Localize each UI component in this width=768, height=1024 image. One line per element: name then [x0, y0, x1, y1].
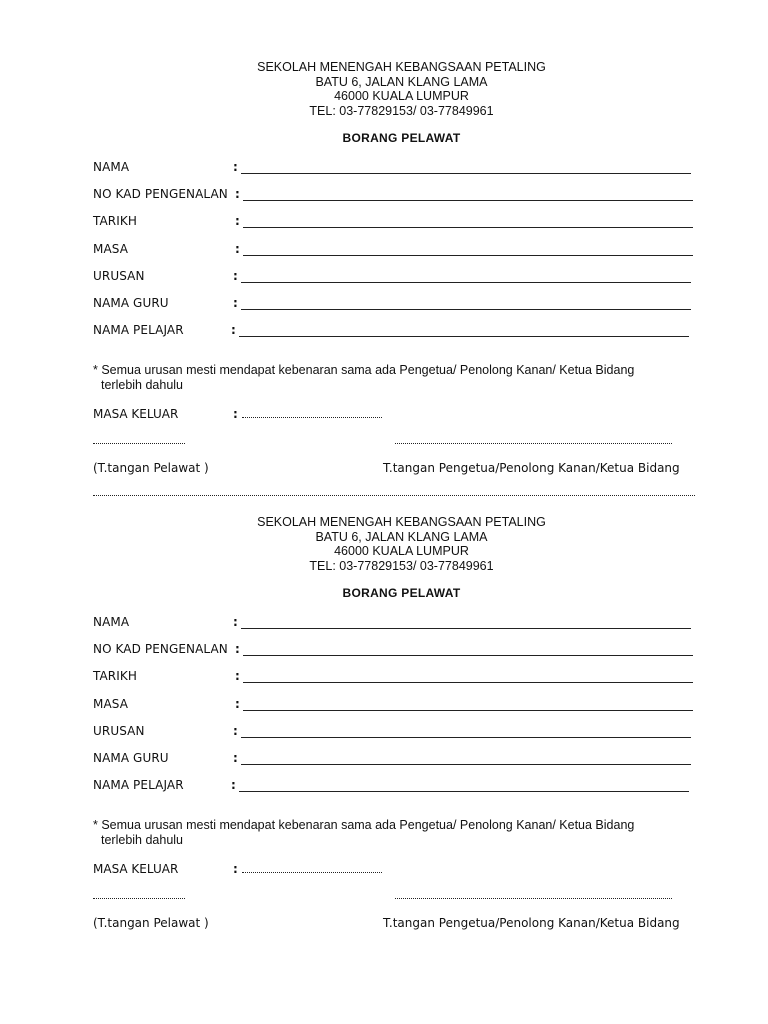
field-nama-guru[interactable]	[93, 296, 695, 314]
visitor-form-1	[0, 60, 768, 475]
field-label: NO KAD PENGENALAN	[93, 187, 228, 201]
field-urusan[interactable]	[93, 724, 695, 742]
field-colon: :	[235, 697, 240, 711]
field-colon: :	[235, 187, 240, 201]
masa-keluar-label: MASA KELUAR	[93, 407, 179, 421]
admin-signature-line[interactable]	[395, 443, 672, 444]
school-address-line1: BATU 6, JALAN KLANG LAMA	[315, 74, 488, 89]
field-tarikh[interactable]	[93, 669, 695, 687]
field-nama[interactable]	[93, 160, 695, 178]
field-label: NAMA GURU	[93, 296, 169, 310]
field-urusan[interactable]	[93, 269, 695, 287]
field-label: URUSAN	[93, 269, 145, 283]
field-underline[interactable]	[243, 255, 693, 256]
field-colon: :	[233, 615, 238, 629]
masa-keluar-colon: :	[233, 407, 238, 421]
visitor-form-2	[0, 515, 768, 930]
field-nama[interactable]	[93, 615, 695, 633]
field-underline[interactable]	[241, 309, 691, 310]
school-address-line1: BATU 6, JALAN KLANG LAMA	[315, 529, 488, 544]
approval-note-line1: * Semua urusan mesti mendapat kebenaran sama ada Pengetua/ Penolong Kanan/ Ketua Bidang	[93, 363, 635, 377]
field-underline[interactable]	[243, 710, 693, 711]
masa-keluar-colon: :	[233, 862, 238, 876]
approval-note-line2: terlebih dahulu	[101, 832, 184, 847]
school-address-line2: 46000 KUALA LUMPUR	[334, 544, 469, 558]
field-underline[interactable]	[243, 200, 693, 201]
school-address-line2: 46000 KUALA LUMPUR	[334, 89, 469, 103]
field-underline[interactable]	[241, 173, 691, 174]
field-label: URUSAN	[93, 724, 145, 738]
field-colon: :	[233, 296, 238, 310]
field-colon: :	[235, 669, 240, 683]
field-nama-guru[interactable]	[93, 751, 695, 769]
field-label: TARIKH	[93, 214, 137, 228]
field-no-kad-pengenalan[interactable]	[93, 642, 695, 660]
field-label: NO KAD PENGENALAN	[93, 642, 228, 656]
cut-separator	[93, 495, 695, 496]
field-masa[interactable]	[93, 242, 695, 260]
field-colon: :	[233, 724, 238, 738]
visitor-signature-label: (T.tangan Pelawat )	[93, 916, 209, 930]
visitor-signature-label: (T.tangan Pelawat )	[93, 461, 209, 475]
field-underline[interactable]	[241, 737, 691, 738]
school-telephone: TEL: 03-77829153/ 03-77849961	[309, 103, 494, 118]
field-label: MASA	[93, 242, 129, 256]
field-tarikh[interactable]	[93, 214, 695, 232]
field-underline[interactable]	[243, 655, 693, 656]
field-label: NAMA	[93, 160, 130, 174]
form-title: BORANG PELAWAT	[342, 131, 461, 145]
field-colon: :	[231, 778, 236, 792]
field-colon: :	[233, 269, 238, 283]
field-colon: :	[235, 642, 240, 656]
field-label: NAMA	[93, 615, 130, 629]
field-masa[interactable]	[93, 697, 695, 715]
field-underline[interactable]	[241, 282, 691, 283]
admin-signature-line[interactable]	[395, 898, 672, 899]
field-nama-pelajar[interactable]	[93, 778, 695, 796]
field-underline[interactable]	[241, 628, 691, 629]
admin-signature-label: T.tangan Pengetua/Penolong Kanan/Ketua Bidang	[383, 461, 680, 475]
field-colon: :	[235, 214, 240, 228]
field-underline[interactable]	[239, 336, 689, 337]
school-header	[35, 60, 768, 118]
masa-keluar-input[interactable]	[242, 872, 382, 873]
field-label: MASA	[93, 697, 129, 711]
field-underline[interactable]	[243, 227, 693, 228]
field-label: NAMA PELAJAR	[93, 323, 184, 337]
field-underline[interactable]	[243, 682, 693, 683]
masa-keluar-label: MASA KELUAR	[93, 862, 179, 876]
school-name: SEKOLAH MENENGAH KEBANGSAAN PETALING	[257, 515, 546, 529]
admin-signature-label: T.tangan Pengetua/Penolong Kanan/Ketua Bidang	[383, 916, 680, 930]
approval-note-line1: * Semua urusan mesti mendapat kebenaran sama ada Pengetua/ Penolong Kanan/ Ketua Bidang	[93, 818, 635, 832]
field-colon: :	[233, 160, 238, 174]
field-colon: :	[233, 751, 238, 765]
field-nama-pelajar[interactable]	[93, 323, 695, 341]
approval-note	[93, 818, 634, 847]
school-header	[35, 515, 768, 573]
field-no-kad-pengenalan[interactable]	[93, 187, 695, 205]
field-underline[interactable]	[241, 764, 691, 765]
field-label: NAMA GURU	[93, 751, 169, 765]
field-colon: :	[235, 242, 240, 256]
field-colon: :	[231, 323, 236, 337]
masa-keluar-input[interactable]	[242, 417, 382, 418]
approval-note	[93, 363, 634, 392]
visitor-signature-line[interactable]	[93, 898, 185, 899]
school-telephone: TEL: 03-77829153/ 03-77849961	[309, 558, 494, 573]
visitor-signature-line[interactable]	[93, 443, 185, 444]
approval-note-line2: terlebih dahulu	[101, 377, 184, 392]
school-name: SEKOLAH MENENGAH KEBANGSAAN PETALING	[257, 60, 546, 74]
field-label: NAMA PELAJAR	[93, 778, 184, 792]
field-underline[interactable]	[239, 791, 689, 792]
field-label: TARIKH	[93, 669, 137, 683]
form-title: BORANG PELAWAT	[342, 586, 461, 600]
